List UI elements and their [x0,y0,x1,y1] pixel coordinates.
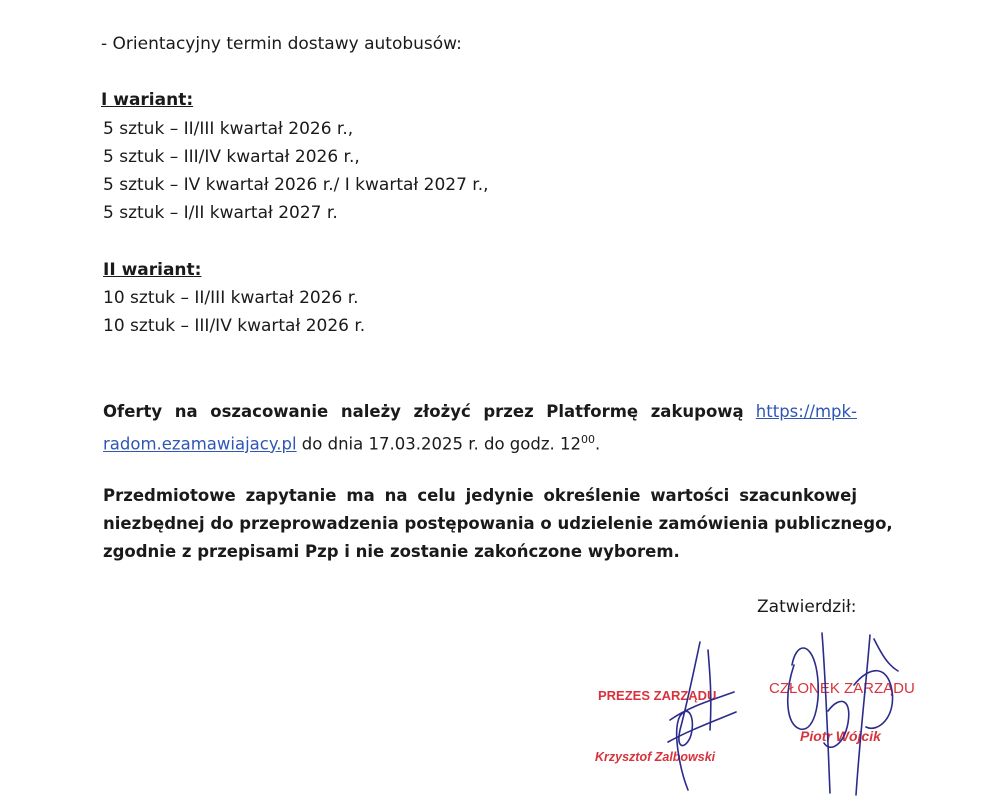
member-signature [770,625,920,796]
variant-1-item: 5 sztuk – III/IV kwartał 2026 r., [103,147,360,167]
variant-1-item: 5 sztuk – II/III kwartał 2026 r., [103,119,354,139]
disclaimer-line: niezbędnej do przeprowadzenia postępowania o udzielenie zamówienia publicznego, [103,514,893,533]
deadline-time-superscript: 00 [580,433,595,446]
variant-1-item: 5 sztuk – IV kwartał 2026 r./ I kwartał 2027 r., [103,175,489,195]
president-stamp-name: Krzysztof Zalbowski [595,750,716,764]
delivery-heading: - Orientacyjny termin dostawy autobusów: [101,34,462,54]
platform-link-part-1[interactable]: https://mpk- [755,402,857,421]
offers-line-1 [103,398,857,426]
variant-2-item: 10 sztuk – III/IV kwartał 2026 r. [103,316,366,336]
platform-link-part-2[interactable]: radom.ezamawiajacy.pl [103,434,297,454]
disclaimer-line: zgodnie z przepisami Pzp i nie zostanie zakończone wyborem. [103,542,680,561]
offers-paragraph [103,398,857,459]
member-stamp-name: Piotr Wójcik [800,728,881,744]
deadline-end: . [594,434,601,454]
variant-2-title: II wariant: [103,260,202,280]
disclaimer-paragraph [103,482,893,566]
president-stamp-title: PREZES ZARZĄDU [598,688,717,703]
variant-2-item: 10 sztuk – II/III kwartał 2026 r. [103,288,359,308]
approval-label: Zatwierdził: [757,597,857,617]
offers-text: Oferty na oszacowanie należy złożyć przez Platformę zakupową [103,402,744,421]
disclaimer-line: Przedmiotowe zapytanie ma na celu jedynie określenie wartości szacunkowej [103,486,857,505]
variant-1-item: 5 sztuk – I/II kwartał 2027 r. [103,203,338,223]
variant-1-title: I wariant: [101,90,194,110]
president-signature [650,630,740,796]
offers-line-2 [103,426,857,459]
deadline-text: do dnia 17.03.2025 r. do godz. 12 [296,434,581,454]
member-stamp-title: CZŁONEK ZARZĄDU [769,680,915,697]
